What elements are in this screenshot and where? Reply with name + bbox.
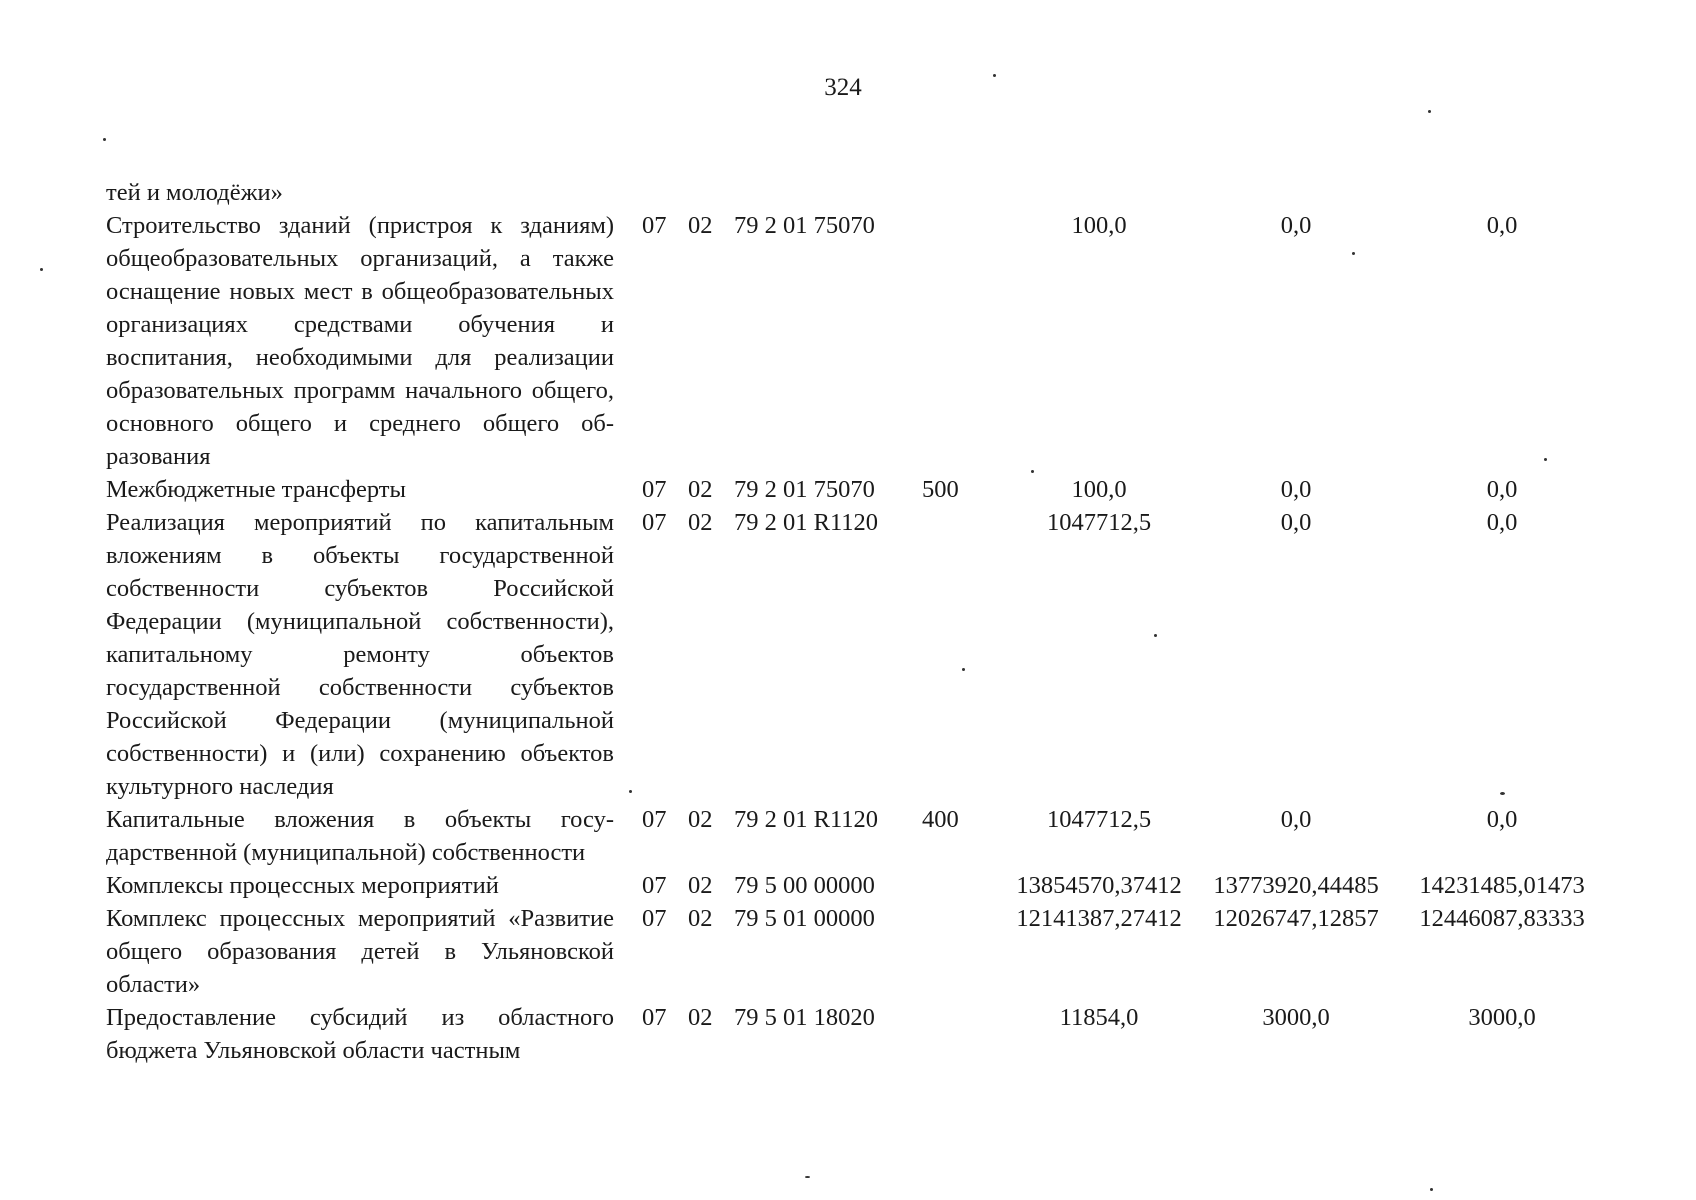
scan-speck — [1428, 110, 1431, 113]
subsection-code: 02 — [688, 509, 713, 536]
row-name: Строительство зданий (пристроя к зданиям) общеобразовательных организаций, а также оснащение новых мест в общеобразовательных организациях средствами обучения и воспитания, необходимыми для реализации образовательных программ начального общего, основного общего и среднего общего образования — [106, 212, 614, 470]
section-code: 07 — [642, 509, 667, 536]
scan-speck — [629, 790, 632, 793]
target-article-code: 79 5 01 18020 — [734, 1004, 875, 1031]
table-row — [106, 209, 1626, 473]
section-code: 07 — [642, 872, 667, 899]
subsection-code: 02 — [688, 212, 713, 239]
section-code: 07 — [642, 212, 667, 239]
subsection-code: 02 — [688, 806, 713, 833]
row-name: Комплекс процессных мероприятий «Развитие общего образования детей в Ульяновской области» — [106, 905, 614, 998]
section-code: 07 — [642, 1004, 667, 1031]
row-name: Предоставление субсидий из областного бюджета Ульяновской области частным — [106, 1004, 614, 1064]
amount-year-2: 13773920,44485 — [1213, 872, 1379, 899]
subsection-code: 02 — [688, 476, 713, 503]
target-article-code: 79 5 00 00000 — [734, 872, 875, 899]
expense-type-code: 400 — [922, 806, 959, 833]
amount-year-1: 1047712,5 — [1046, 509, 1152, 536]
table-row — [106, 176, 1626, 209]
section-code: 07 — [642, 806, 667, 833]
amount-year-1: 12141387,27412 — [1016, 905, 1182, 932]
subsection-code: 02 — [688, 905, 713, 932]
table-row — [106, 902, 1626, 1001]
budget-table — [106, 176, 1626, 1067]
scan-speck — [1154, 634, 1157, 637]
scan-speck — [1544, 458, 1547, 461]
scan-speck — [1352, 252, 1355, 255]
scan-speck — [805, 1176, 810, 1178]
row-name: Капитальные вложения в объекты государственной (муниципальной) собственности — [106, 806, 614, 866]
amount-year-3: 14231485,01473 — [1419, 872, 1585, 899]
table-row — [106, 506, 1626, 803]
target-article-code: 79 5 01 00000 — [734, 905, 875, 932]
amount-year-3: 0,0 — [1486, 476, 1518, 503]
section-code: 07 — [642, 905, 667, 932]
amount-year-3: 0,0 — [1486, 212, 1518, 239]
amount-year-2: 3000,0 — [1262, 1004, 1330, 1031]
scan-speck — [1500, 792, 1505, 795]
scan-speck — [993, 74, 996, 77]
amount-year-1: 1047712,5 — [1046, 806, 1152, 833]
amount-year-3: 0,0 — [1486, 806, 1518, 833]
table-row — [106, 1001, 1626, 1067]
amount-year-1: 11854,0 — [1059, 1004, 1139, 1031]
target-article-code: 79 2 01 R1120 — [734, 509, 879, 536]
amount-year-1: 100,0 — [1071, 476, 1127, 503]
table-row — [106, 803, 1626, 869]
row-name: Реализация мероприятий по капитальным вложениям в объекты государственной собственности субъектов Российской Федерации (муниципальной собственности), капитальному ремонту объектов государственной собственности субъектов Российской Федерации (муниципальной собственности) и (или) сохранению объектов культурного наследия — [106, 509, 614, 800]
amount-year-2: 0,0 — [1280, 509, 1312, 536]
scan-speck — [1031, 470, 1034, 473]
subsection-code: 02 — [688, 872, 713, 899]
amount-year-2: 12026747,12857 — [1213, 905, 1379, 932]
amount-year-2: 0,0 — [1280, 212, 1312, 239]
target-article-code: 79 2 01 75070 — [734, 476, 875, 503]
amount-year-3: 3000,0 — [1468, 1004, 1536, 1031]
amount-year-3: 0,0 — [1486, 509, 1518, 536]
scan-speck — [103, 138, 106, 141]
row-name: Комплексы процессных мероприятий — [106, 872, 499, 899]
target-article-code: 79 2 01 75070 — [734, 212, 875, 239]
section-code: 07 — [642, 476, 667, 503]
amount-year-2: 0,0 — [1280, 806, 1312, 833]
table-row — [106, 473, 1626, 506]
target-article-code: 79 2 01 R1120 — [734, 806, 879, 833]
table-row — [106, 869, 1626, 902]
scan-speck — [40, 268, 43, 271]
scan-speck — [962, 668, 965, 671]
amount-year-2: 0,0 — [1280, 476, 1312, 503]
row-name: тей и молодёжи» — [106, 179, 283, 206]
amount-year-3: 12446087,83333 — [1419, 905, 1585, 932]
expense-type-code: 500 — [922, 476, 959, 503]
row-name: Межбюджетные трансферты — [106, 476, 406, 503]
amount-year-1: 13854570,37412 — [1016, 872, 1182, 899]
scan-speck — [1430, 1188, 1433, 1191]
amount-year-1: 100,0 — [1071, 212, 1127, 239]
subsection-code: 02 — [688, 1004, 713, 1031]
page-number: 324 — [824, 74, 862, 101]
